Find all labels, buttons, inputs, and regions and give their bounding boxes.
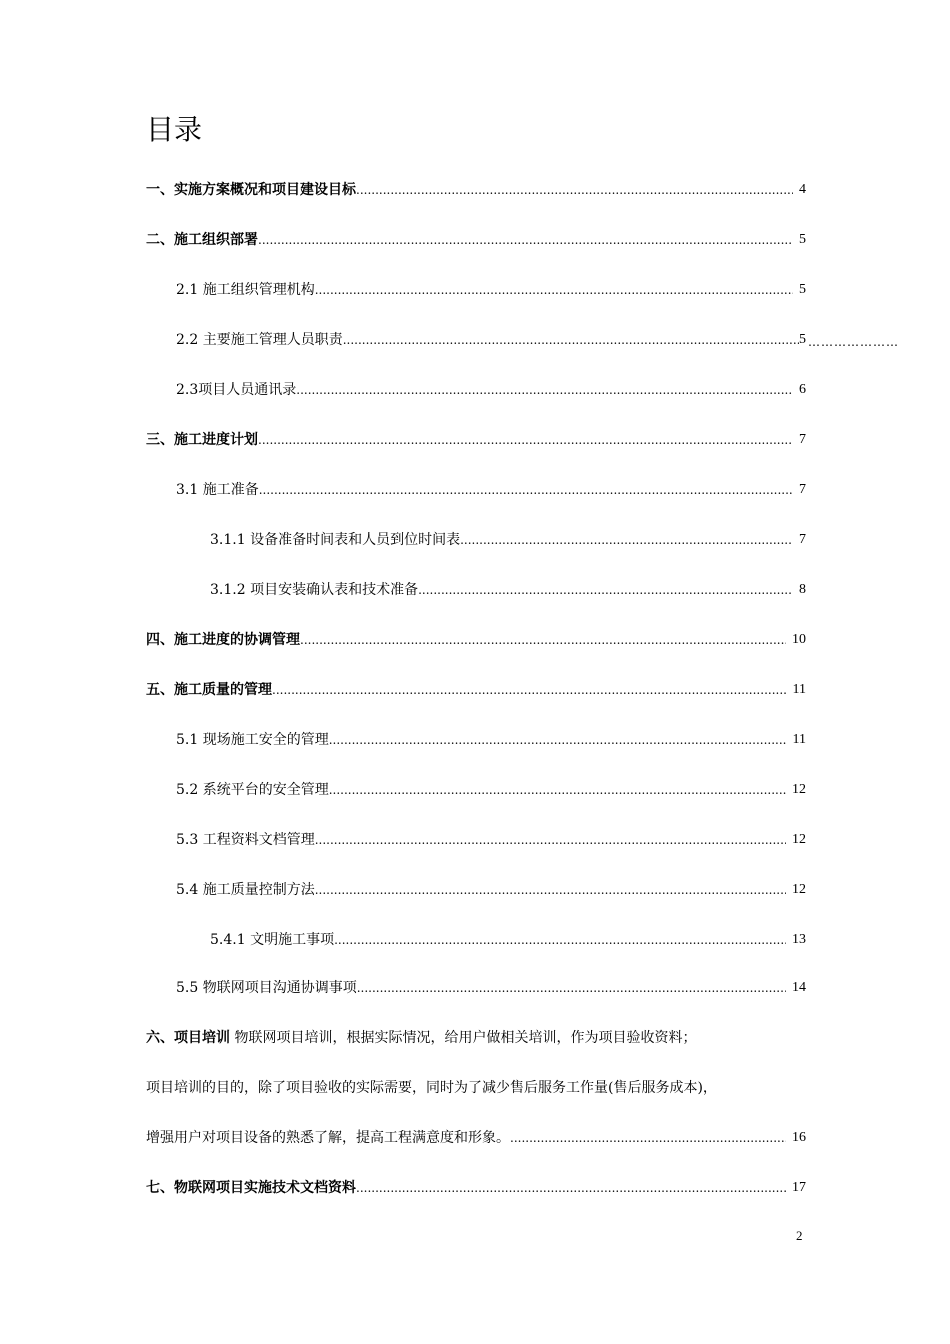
toc-page-number: 13 [792, 932, 806, 947]
toc-leader-dots [329, 728, 787, 752]
training-line-1[interactable] [146, 1026, 696, 1050]
toc-leader-dots [357, 976, 786, 1000]
toc-page-number: 12 [792, 882, 806, 897]
toc-entry-text: 5.1 现场施工安全的管理 [176, 732, 329, 748]
toc-entry-text: 5.5 物联网项目沟通协调事项 [176, 980, 357, 996]
toc-page-number: 5 [799, 332, 806, 347]
toc-page-number: 4 [799, 182, 806, 197]
toc-entry-text: 3.1.2 项目安装确认表和技术准备 [210, 582, 419, 598]
toc-leader-dots [510, 1126, 786, 1150]
toc-entry-7[interactable] [146, 1176, 806, 1200]
toc-page-number: 14 [792, 980, 806, 995]
toc-leader-dots [418, 578, 793, 602]
training-line-2: 项目培训的目的，除了项目验收的实际需要，同时为了减少售后服务工作量(售后服务成本)， [146, 1080, 717, 1096]
toc-entry-5-3[interactable] [176, 828, 806, 852]
toc-leader-dots [258, 228, 793, 252]
toc-entry-text: 三、施工进度计划 [146, 432, 258, 448]
toc-entry-2-2[interactable] [176, 328, 806, 352]
toc-entry-4[interactable] [146, 628, 806, 652]
toc-entry-text: 四、施工进度的协调管理 [146, 632, 300, 648]
toc-entry-5-1[interactable] [176, 728, 806, 752]
toc-leader-dots [315, 878, 786, 902]
toc-page-number: 12 [792, 782, 806, 797]
toc-entry-text: 3.1 施工准备 [176, 482, 259, 498]
toc-leader-dots [300, 628, 786, 652]
training-line-3[interactable] [146, 1126, 806, 1150]
toc-entry-5[interactable] [146, 678, 806, 702]
toc-page-number: 16 [792, 1130, 806, 1145]
toc-page-number: 12 [792, 832, 806, 847]
toc-entry-text: 2.2 主要施工管理人员职责 [176, 332, 343, 348]
toc-entry-text: 七、物联网项目实施技术文档资料 [146, 1180, 356, 1196]
toc-leader-dots [296, 378, 793, 402]
toc-page-number: 11 [792, 682, 806, 697]
toc-entry-text: 一、实施方案概况和项目建设目标 [146, 182, 356, 198]
toc-leader-dots [356, 178, 793, 202]
toc-leader-dots [329, 778, 786, 802]
page-number: 2 [796, 1228, 803, 1243]
toc-leader-dots [315, 278, 793, 302]
training-text: 增强用户对项目设备的熟悉了解，提高工程满意度和形象。 [146, 1130, 510, 1146]
toc-entry-1[interactable] [146, 178, 806, 202]
toc-entry-3-1-1[interactable] [210, 528, 806, 552]
toc-page-number: 6 [799, 382, 806, 397]
toc-page-number: 10 [792, 632, 806, 647]
toc-leader-dots [272, 678, 787, 702]
toc-entry-text: 5.3 工程资料文档管理 [176, 832, 315, 848]
toc-entry-5-2[interactable] [176, 778, 806, 802]
toc-leader-dots [343, 328, 799, 352]
toc-entry-5-4[interactable] [176, 878, 806, 902]
toc-leader-dots [315, 828, 786, 852]
toc-entry-text: 5.2 系统平台的安全管理 [176, 782, 329, 798]
toc-entry-text: 5.4 施工质量控制方法 [176, 882, 315, 898]
toc-page-number: 11 [792, 732, 806, 747]
toc-trailing-dots: ………………… [808, 335, 899, 349]
toc-page-number: 17 [792, 1180, 806, 1195]
toc-page-number: 7 [799, 532, 806, 547]
toc-entry-2-3[interactable] [176, 378, 806, 402]
toc-page-number: 8 [799, 582, 806, 597]
toc-page-number: 5 [799, 232, 806, 247]
toc-entry-3-1-2[interactable] [210, 578, 806, 602]
toc-entry-text: 3.1.1 设备准备时间表和人员到位时间表 [210, 532, 461, 548]
toc-page-number: 7 [799, 432, 806, 447]
toc-entry-5-5[interactable] [176, 976, 806, 1000]
toc-entry-5-4-1[interactable] [210, 928, 806, 952]
toc-entry-text: 五、施工质量的管理 [146, 682, 272, 698]
toc-leader-dots [334, 928, 786, 952]
toc-entry-3[interactable] [146, 428, 806, 452]
toc-entry-text: 2.1 施工组织管理机构 [176, 282, 315, 298]
toc-entry-2[interactable] [146, 228, 806, 252]
toc-page-number: 7 [799, 482, 806, 497]
toc-page-number: 5 [799, 282, 806, 297]
toc-leader-dots [356, 1176, 786, 1200]
training-heading: 六、项目培训 [146, 1030, 230, 1046]
toc-leader-dots [258, 428, 793, 452]
toc-entry-text: 二、施工组织部署 [146, 232, 258, 248]
toc-leader-dots [259, 478, 793, 502]
toc-entry-3-1[interactable] [176, 478, 806, 502]
toc-entry-text: 2.3项目人员通讯录 [176, 382, 297, 398]
toc-leader-dots [460, 528, 793, 552]
toc-title: 目录 [146, 113, 203, 146]
training-text: 物联网项目培训，根据实际情况，给用户做相关培训，作为项目验收资料； [230, 1030, 697, 1046]
toc-entry-text: 5.4.1 文明施工事项 [210, 932, 335, 948]
toc-entry-2-1[interactable] [176, 278, 806, 302]
